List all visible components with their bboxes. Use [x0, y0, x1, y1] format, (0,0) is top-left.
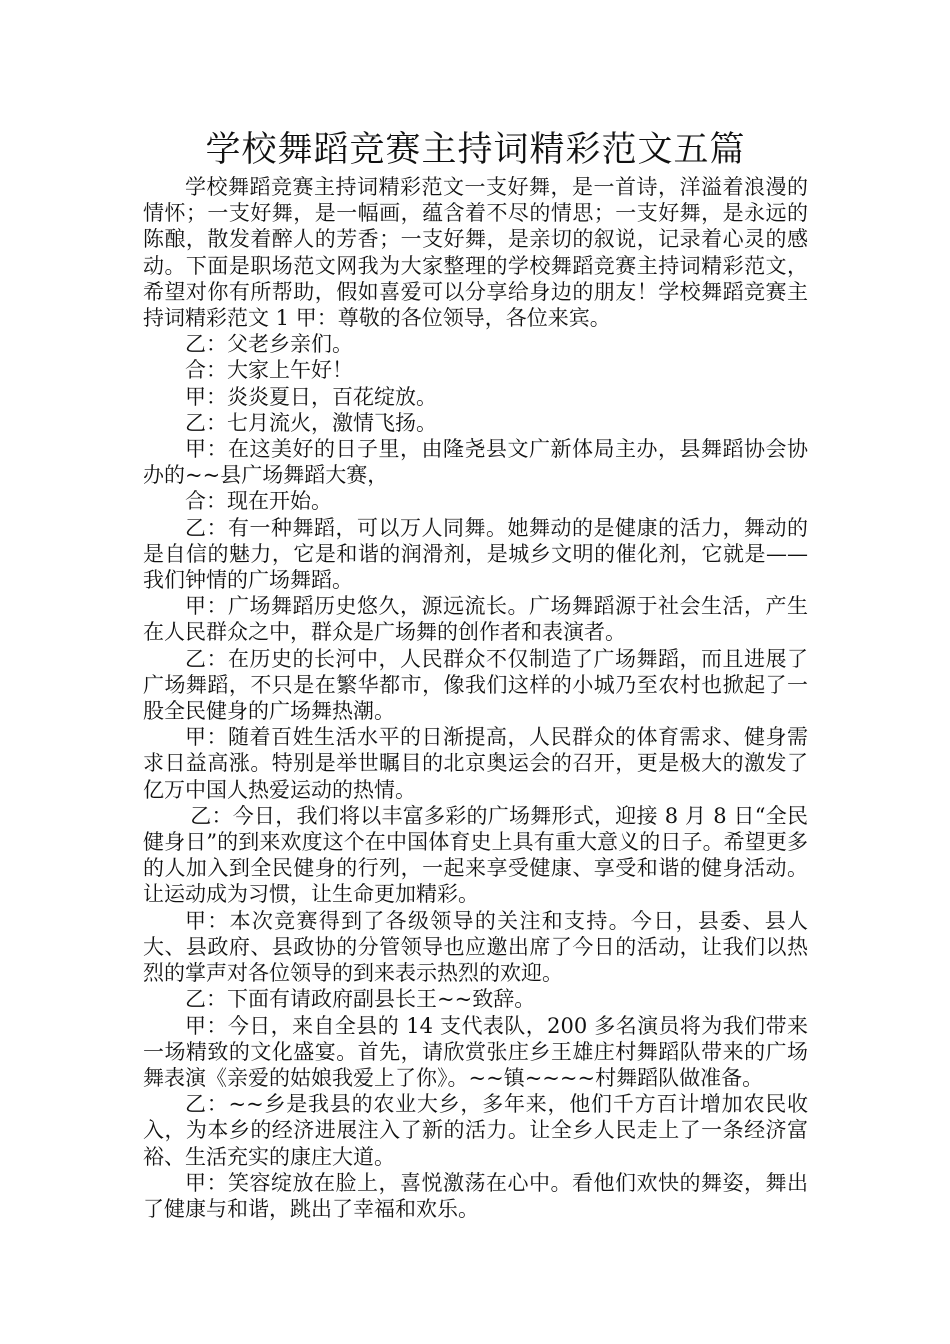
paragraph: 甲：随着百姓生活水平的日渐提高，人民群众的体育需求、健身需求日益高涨。特别是举世瞩目的北京奥运会的召开，更是极大的激发了亿万中国人热爱运动的热情。 [143, 725, 808, 802]
paragraph: 乙：有一种舞蹈，可以万人同舞。她舞动的是健康的活力，舞动的是自信的魅力，它是和谐的润滑剂，是城乡文明的催化剂，它就是——我们钟情的广场舞蹈。 [143, 515, 808, 593]
paragraph: 乙：在历史的长河中，人民群众不仅制造了广场舞蹈，而且进展了广场舞蹈，不只是在繁华都市，像我们这样的小城乃至农村也掀起了一股全民健身的广场舞热潮。 [143, 646, 808, 724]
paragraph: 甲：广场舞蹈历史悠久，源远流长。广场舞蹈源于社会生活，产生在人民群众之中，群众是广场舞的创作者和表演者。 [143, 594, 808, 645]
paragraph: 甲：本次竞赛得到了各级领导的关注和支持。今日，县委、县人大、县政府、县政协的分管领导也应邀出席了今日的活动，让我们以热烈的掌声对各位领导的到来表示热烈的欢迎。 [143, 908, 808, 986]
document-title: 学校舞蹈竞赛主持词精彩范文五篇 [205, 130, 746, 170]
paragraph: 乙：下面有请政府副县长王~~致辞。 [185, 987, 536, 1012]
paragraph: 合：现在开始。 [185, 489, 332, 514]
paragraph-intro: 学校舞蹈竞赛主持词精彩范文一支好舞，是一首诗，洋溢着浪漫的情怀；一支好舞，是一幅画，蕴含着不尽的情思；一支好舞，是永远的陈酿，散发着醉人的芳香；一支好舞，是亲切的叙说，记录着心灵的感动。下面是职场范文网我为大家整理的学校舞蹈竞赛主持词精彩范文，希望对你有所帮助，假如喜爱可以分享给身边的朋友！学校舞蹈竞赛主持词精彩范文 1 甲：尊敬的各位领导，各位来宾。 [143, 175, 808, 331]
paragraph: 乙：七月流火，激情飞扬。 [185, 410, 437, 435]
paragraph: 乙：父老乡亲们。 [185, 332, 353, 357]
paragraph: 乙：今日，我们将以丰富多彩的广场舞形式，迎接 8 月 8 日“全民健身日”的到来欢度这个在中国体育史上具有重大意义的日子。希望更多的人加入到全民健身的行列，一起来享受健康、享受和谐的健身活动。让运动成为习惯，让生命更加精彩。 [143, 803, 808, 907]
paragraph: 合：大家上午好！ [185, 358, 353, 383]
paragraph: 乙：~~乡是我县的农业大乡，多年来，他们千方百计增加农民收入，为本乡的经济进展注入了新的活力。让全乡人民走上了一条经济富裕、生活充实的康庄大道。 [143, 1092, 808, 1169]
paragraph: 甲：今日，来自全县的 14 支代表队，200 多名演员将为我们带来一场精致的文化盛宴。首先，请欣赏张庄乡王雄庄村舞蹈队带来的广场舞表演《亲爱的姑娘我爱上了你》。~~镇~~~~村舞蹈队做准备。 [143, 1013, 808, 1090]
paragraph: 甲：在这美好的日子里，由隆尧县文广新体局主办，县舞蹈协会协办的~~县广场舞蹈大赛， [143, 437, 808, 488]
paragraph: 甲：笑容绽放在脸上，喜悦激荡在心中。看他们欢快的舞姿，舞出了健康与和谐，跳出了幸福和欢乐。 [143, 1170, 808, 1221]
document-page [143, 128, 808, 1222]
paragraph: 甲：炎炎夏日，百花绽放。 [185, 384, 437, 409]
